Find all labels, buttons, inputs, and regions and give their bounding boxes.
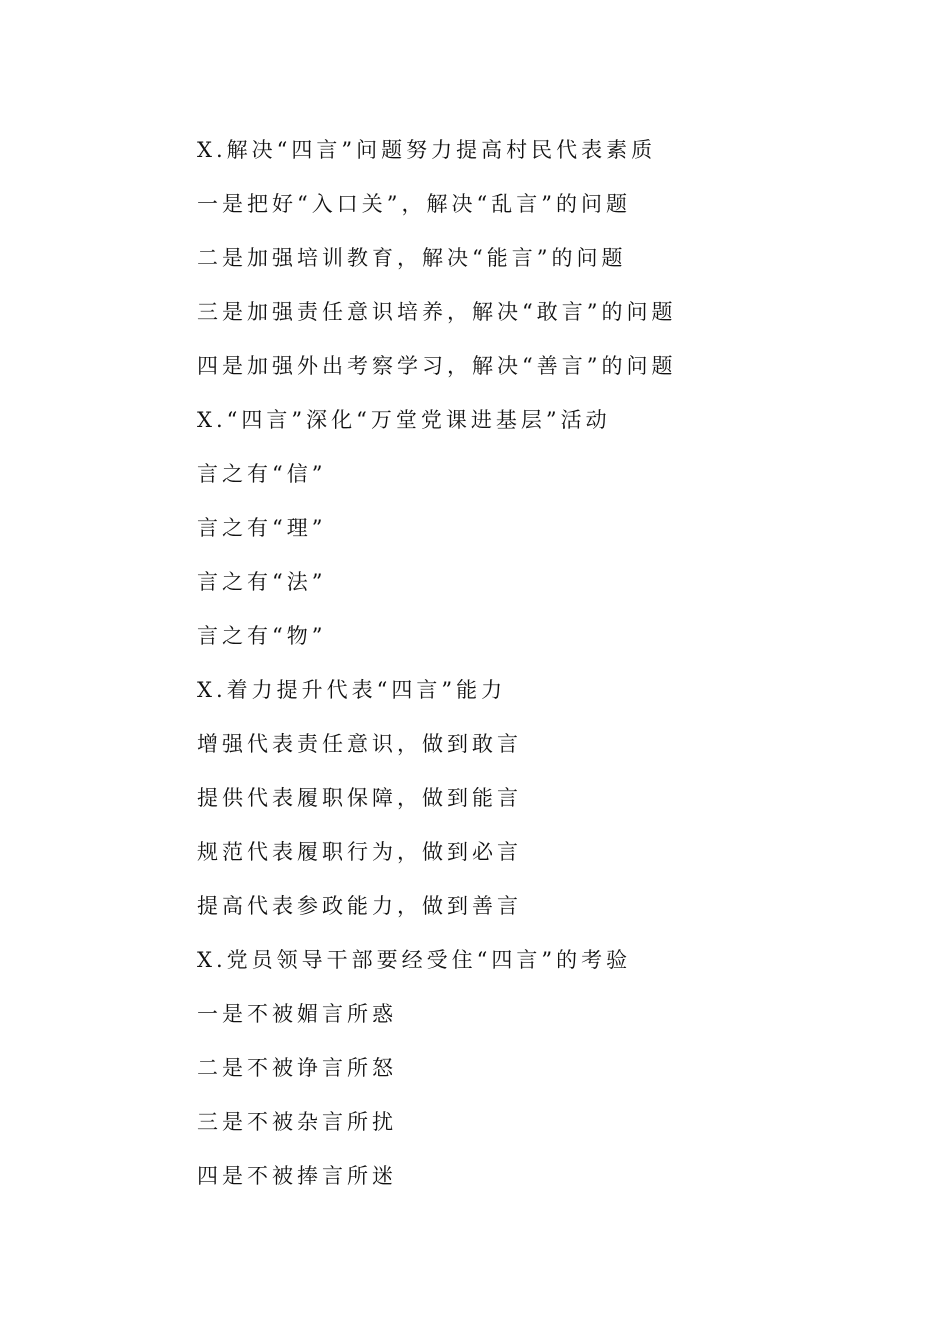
- heading-2: X.“四言”深化“万堂党课进基层”活动: [197, 408, 611, 432]
- paragraph-line: 言之有“理”: [197, 516, 327, 540]
- paragraph-line: 增强代表责任意识，做到敢言: [197, 732, 522, 756]
- paragraph-line: 一是不被媚言所惑: [197, 1002, 397, 1026]
- paragraph-line: 二是不被诤言所怒: [197, 1056, 397, 1080]
- paragraph-line: 三是不被杂言所扰: [197, 1110, 397, 1134]
- paragraph-line: 言之有“信”: [197, 462, 327, 486]
- paragraph-line: 言之有“物”: [197, 624, 327, 648]
- paragraph-line: 提供代表履职保障，做到能言: [197, 786, 522, 810]
- paragraph-line: 言之有“法”: [197, 570, 327, 594]
- paragraph-line: 四是加强外出考察学习，解决“善言”的问题: [197, 354, 677, 378]
- paragraph-line: 提高代表参政能力，做到善言: [197, 894, 522, 918]
- heading-1: X.解决“四言”问题努力提高村民代表素质: [197, 138, 657, 162]
- paragraph-line: 规范代表履职行为，做到必言: [197, 840, 522, 864]
- paragraph-line: 四是不被捧言所迷: [197, 1164, 397, 1188]
- paragraph-line: 三是加强责任意识培养，解决“敢言”的问题: [197, 300, 677, 324]
- document-body: [197, 132, 676, 1212]
- paragraph-line: 二是加强培训教育，解决“能言”的问题: [197, 246, 627, 270]
- heading-3: X.着力提升代表“四言”能力: [197, 678, 507, 702]
- paragraph-line: 一是把好“入口关”，解决“乱言”的问题: [197, 192, 631, 216]
- heading-4: X.党员领导干部要经受住“四言”的考验: [197, 948, 632, 972]
